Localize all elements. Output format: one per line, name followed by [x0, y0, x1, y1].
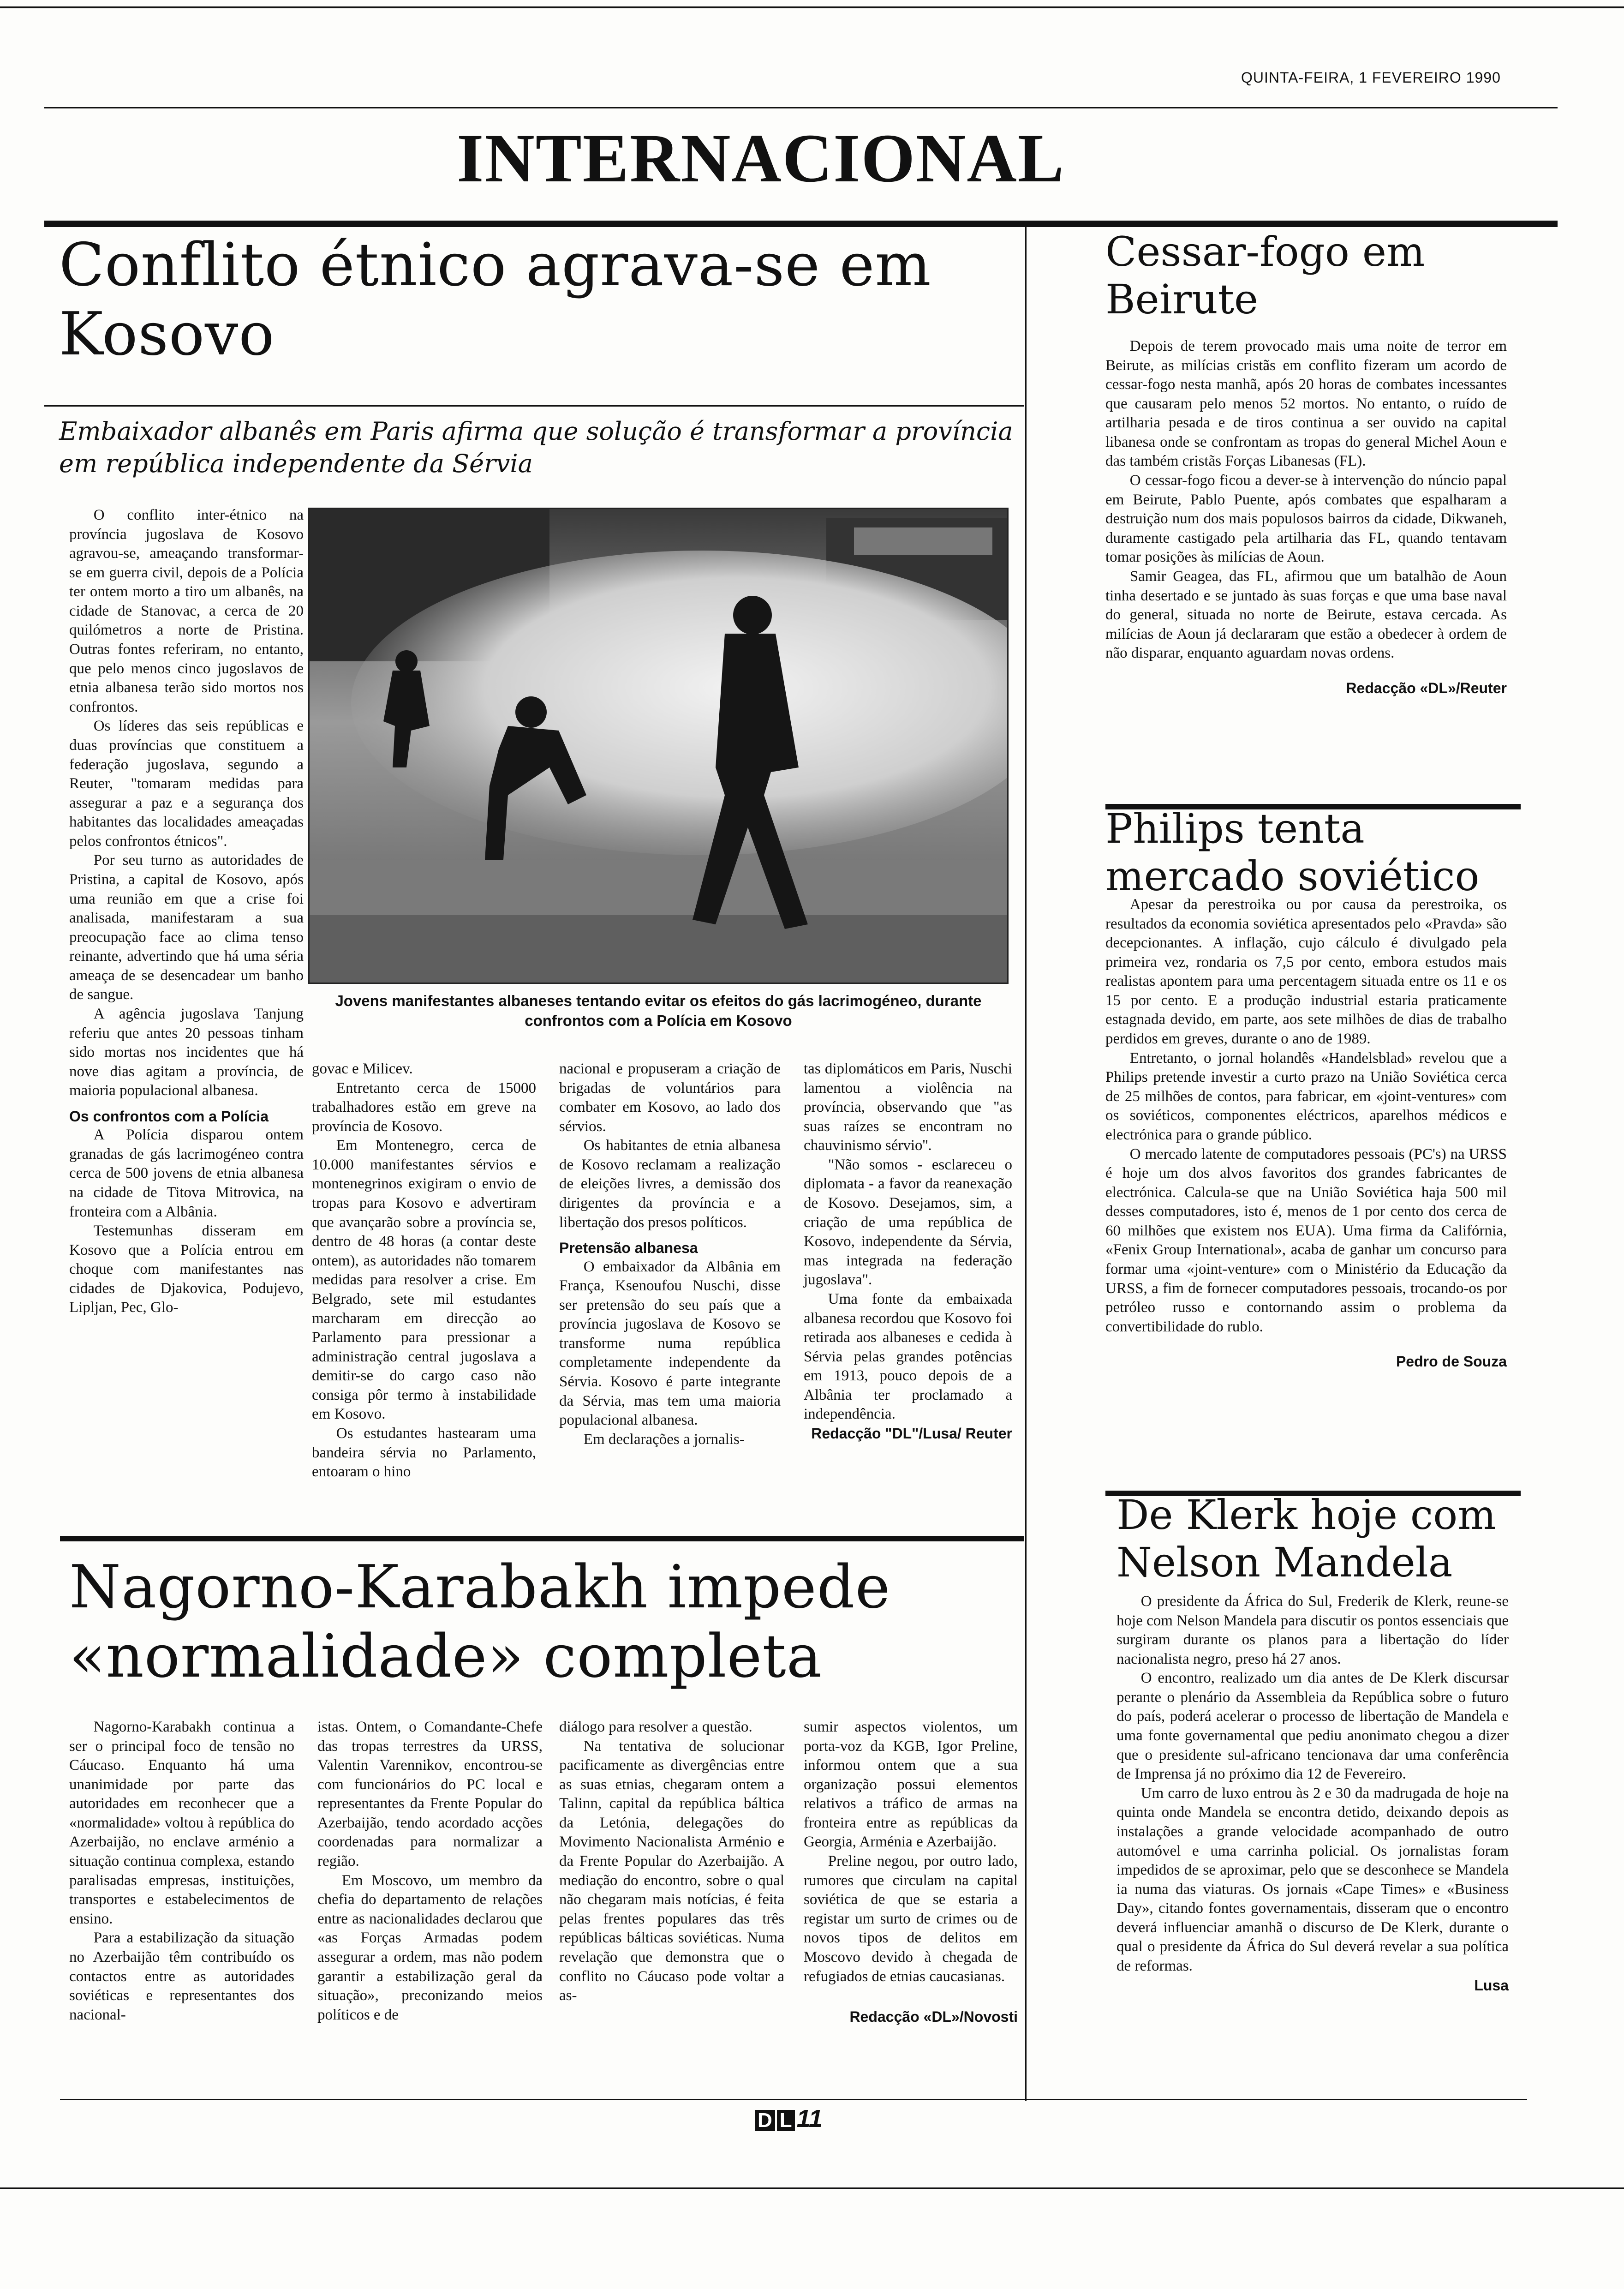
kosovo-paragraph: O conflito inter-étnico na província jugoslava de Kosovo agravou-se, ameaçando transformar-se em guerra civil, depois de a Polícia ter ontem morto a tiro um albanês, na cidade de Stanovac, a cerca de 20 quilómetros a norte de Pristina. Outras fontes referiram, no entanto, que pelo menos cinco jugoslavos de etnia albanesa terão sido mortos nos confrontos. [69, 507, 304, 715]
karabakh-paragraph: Em Moscovo, um membro da chefia do departamento de relações entre as nacionalidades declarou que «as Forças Armadas podem assegurar a ordem, mas não podem garantir a estabilização geral da situação», preconizando meios políticos e de [317, 1872, 543, 2023]
kosovo-paragraph: Uma fonte da embaixada albanesa recordou que Kosovo foi retirada aos albaneses e cedida à Sérvia pelas grandes potências em 1913, pouco depois de a Albânia ter proclamado a independência. [804, 1290, 1012, 1423]
newspaper-logo-l: L [777, 2110, 795, 2131]
page-number: 11 [796, 2105, 823, 2133]
top-border [0, 6, 1624, 8]
karabakh-paragraph: diálogo para resolver a questão. [559, 1719, 752, 1735]
issue-date: QUINTA-FEIRA, 1 FEVEREIRO 1990 [1241, 69, 1501, 86]
footer-page-marker [755, 2104, 823, 2133]
beirute-headline: Cessar-fogo em Beirute [1105, 228, 1425, 323]
beirute-paragraph: Depois de terem provocado mais uma noite de terror em Beirute, as milícias cristãs em conflito fizeram um acordo de cessar-fogo nesta manhã, após 20 horas de combates incessantes que causaram pelo menos 52 mortos. No entanto, o ruído de artilharia pesada e de tiros continua a ser ouvido na capital libanesa onde se confrontam as tropas do general Michel Aoun e das também cristãs Forças Libanesas (FL). [1105, 338, 1507, 470]
beirute-paragraph: Samir Geagea, das FL, afirmou que um batalhão de Aoun tinha desertado e se juntado às suas forças e que uma base naval do general, situada no norte de Beirute, estava cercada. As milícias de Aoun já declararam que estão a obedecer à ordem de não disparar, enquanto aguardam novas ordens. [1105, 568, 1507, 662]
deklerk-credit: Lusa [1474, 1977, 1509, 1994]
karabakh-paragraph: Na tentativa de solucionar pacificamente as divergências entre as suas etnias, chegaram ontem a Talinn, capital da república báltica da Letónia, delegações do Movimento Nacionalista Arménio e da Frente Popular do Azerbaijão. A mediação do encontro, sobre o qual não chegaram mais notícias, é feita pelas frentes populares das três repúblicas bálticas soviéticas. Numa revelação que demonstra que o conflito no Cáucaso pode voltar a as- [559, 1738, 784, 2004]
philips-body [1105, 895, 1507, 1371]
philips-paragraph: Apesar da perestroika ou por causa da perestroika, os resultados da economia soviética apresentados pelo «Pravda» são decepcionantes. A inflação, cujo cálculo é divulgado pela primeira vez, rondaria os 7,5 por cento, embora estudos mais realistas apontem para uma percentagem situada entre os 11 e os 15 por cento. E a produção industrial estaria praticamente estagnada devido, em parte, aos sete milhões de dias de trabalho perdidos em greves, durante o ano de 1989. [1105, 896, 1507, 1048]
kosovo-paragraph: Os líderes das seis repúblicas e duas províncias que constituem a federação jugoslava, segundo a Reuter, "tomaram medidas para assegurar a paz e a segurança dos habitantes das localidades ameaçadas pelos confrontos étnicos". [69, 718, 304, 850]
kosovo-deck: Embaixador albanês em Paris afirma que solução é transformar a província em república independente da Sérvia [59, 417, 1013, 479]
beirute-body [1105, 337, 1507, 697]
section-title: INTERNACIONAL [457, 120, 1065, 197]
kosovo-paragraph: Em Montenegro, cerca de 10.000 manifestantes sérvios e montenegrinos exigiram o envio de tropas para Kosovo e advertiram que avançarão sobre a província se, dentro de 48 horas (a contar deste ontem), as autoridades não tomarem medidas para resolver a crise. Em Belgrado, sete mil estudantes marcharam em direcção ao Parlamento para pressionar a administração central jugoslava a demitir-se do cargo caso não consiga pôr termo à instabilidade em Kosovo. [312, 1137, 536, 1423]
karabakh-column-2 [317, 1718, 543, 2025]
protest-photo-illustration [310, 509, 1007, 983]
deklerk-paragraph: Um carro de luxo entrou às 2 e 30 da madrugada de hoje na quinta onde Mandela se encontra detido, deixando depois as instalações a grande velocidade acompanhado de outro automóvel e uma carrinha policial. Os jornalistas foram impedidos de se aproximar, pelo que se desconhece se Mandela ia numa das viaturas. Os jornais «Cape Times» e «Business Day», citando fontes governamentais, disseram que o encontro deverá influenciar amanhã o discurso de De Klerk, durante o qual o presidente da África do Sul deverá revelar a sua política de reformas. [1116, 1785, 1509, 1974]
kosovo-paragraph: Testemunhas disseram em Kosovo que a Polícia entrou em choque com manifestantes nas cidades de Djakovica, Podujevo, Lipljan, Pec, Glo- [69, 1222, 304, 1316]
kosovo-credit: Redacção "DL"/Lusa/ Reuter [811, 1425, 1012, 1442]
philips-credit: Pedro de Souza [1396, 1353, 1507, 1370]
protest-photo [308, 508, 1009, 984]
deklerk-headline: De Klerk hoje com Nelson Mandela [1116, 1491, 1496, 1586]
karabakh-paragraph: sumir aspectos violentos, um porta-voz da KGB, Igor Preline, informou ontem que a sua organização possui elementos relativos a tráfico de armas na fronteira entre as repúblicas da Georgia, Arménia e Azerbaijão. [804, 1719, 1018, 1851]
kosovo-subhead-albanian: Pretensão albanesa [559, 1240, 698, 1257]
kosovo-paragraph: O embaixador da Albânia em França, Ksenoufou Nuschi, disse ser pretensão do seu país que a província jugoslava de Kosovo se transforme numa república completamente independente da Sérvia. Kosovo é parte integrante da Sérvia, mas tem uma maioria populacional albanesa. [559, 1258, 781, 1429]
beirute-paragraph: O cessar-fogo ficou a dever-se à intervenção do núncio papal em Beirute, Pablo Puente, após combates que espalharam a destruição num dos mais populosos bairros da cidade, Dikwaneh, duramente castigado pela artilharia das FL, quando tentavam tomar posições às milícias de Aoun. [1105, 472, 1507, 566]
kosovo-paragraph: nacional e propuseram a criação de brigadas de voluntários para combater em Kosovo, ao lado dos sérvios. [559, 1061, 781, 1135]
kosovo-paragraph: Entretanto cerca de 15000 trabalhadores estão em greve na província de Kosovo. [312, 1079, 536, 1135]
kosovo-headline: Conflito étnico agrava-se em Kosovo [59, 231, 931, 369]
karabakh-paragraph: Nagorno-Karabakh continua a ser o principal foco de tensão no Cáucaso. Enquanto há uma unanimidade por parte das autoridades em reconhecer que a «normalidade» voltou à república do Azerbaijão, no enclave arménio a situação continua complexa, estando paralisadas empresas, instituições, transportes e estabelecimentos de ensino. [69, 1719, 294, 1927]
karabakh-paragraph: istas. Ontem, o Comandante-Chefe das tropas terrestres da URSS, Valentin Varennikov, encontrou-se com funcionários do PC local e representantes da Frente Popular do Azerbaijão, tendo acordado acções coordenadas para normalizar a região. [317, 1719, 543, 1870]
kosovo-paragraph: Os estudantes hastearam uma bandeira sérvia no Parlamento, entoaram o hino [312, 1425, 536, 1480]
kosovo-subhead-police: Os confrontos com a Polícia [69, 1108, 269, 1125]
karabakh-top-rule [60, 1536, 1024, 1541]
newspaper-logo-d: D [755, 2110, 775, 2131]
header-rule [44, 107, 1558, 108]
kosovo-paragraph: Em declarações a jornalis- [583, 1431, 745, 1448]
kosovo-paragraph: Por seu turno as autoridades de Pristina, a capital de Kosovo, após uma reunião em que a crise foi analisada, manifestaram a sua preocupação face ao clima tenso reinante, advertindo que há uma séria ameaça de se desencadear um banho de sangue. [69, 852, 304, 1003]
kosovo-paragraph: "Não somos - esclareceu o diplomata - a favor da reanexação de Kosovo. Desejamos, sim, a criação de uma república de Kosovo, independente da Sérvia, mas integrada na federação jugoslava". [804, 1156, 1012, 1288]
kosovo-column-3 [559, 1060, 781, 1449]
kosovo-paragraph: govac e Milicev. [312, 1061, 413, 1077]
karabakh-paragraph: Para a estabilização da situação no Azerbaijão têm contribuído os contactos entre as autoridades soviéticas e representantes dos nacional- [69, 1929, 294, 2023]
deklerk-paragraph: O encontro, realizado um dia antes de De Klerk discursar perante o plenário da Assembleia da República sobre o futuro do país, poderá acelerar o processo de libertação de Mandela e uma fonte governamental que pediu anonimato chegou a dizer que o presidente sul-africano tencionava dar uma conferência de Imprensa já no próximo dia 12 de Fevereiro. [1116, 1670, 1509, 1783]
karabakh-column-4 [804, 1718, 1018, 2026]
section-thick-rule [44, 221, 1558, 227]
kosovo-paragraph: Os habitantes de etnia albanesa de Kosovo reclamam a realização de eleições livres, a demissão dos dirigentes da província e a libertação dos presos políticos. [559, 1137, 781, 1231]
karabakh-credit: Redacção «DL»/Novosti [849, 2008, 1018, 2025]
kosovo-paragraph: tas diplomáticos em Paris, Nuschi lamentou a violência na província, observando que "as suas raízes se encontram no chauvinismo sérvio''. [804, 1061, 1012, 1154]
karabakh-paragraph: Preline negou, por outro lado, rumores que circulam na capital soviética de que se estaria a registar um surto de crimes ou de novos tipos de delitos em Moscovo devido à chegada de refugiados de etnias caucasianas. [804, 1853, 1018, 1985]
deklerk-paragraph: O presidente da África do Sul, Frederik de Klerk, reune-se hoje com Nelson Mandela para discutir os pontos essenciais que surgiram durante os planos para a libertação do líder nacionalista negro, preso há 27 anos. [1116, 1593, 1509, 1667]
column-divider [1025, 227, 1027, 2101]
beirute-credit: Redacção «DL»/Reuter [1346, 679, 1507, 696]
bottom-border [0, 2187, 1624, 2189]
philips-paragraph: O mercado latente de computadores pessoais (PC's) na URSS é hoje um dos alvos favoritos dos grandes fabricantes de electrónica. Calcula-se que na União Soviética haja 500 mil desses computadores, isto é, menos de 1 por cento dos cerca de 60 milhões que existem nos EUA). Uma firma da Califórnia, «Fenix Group International», acaba de ganhar um concurso para formar uma «joint-venture» com o Ministério da Educação da URSS, a fim de fornecer computadores pessoais, trocando-os por petróleo russo e contornando assim o problema da convertibilidade do rublo. [1105, 1145, 1507, 1335]
philips-paragraph: Entretanto, o jornal holandês «Handelsblad» revelou que a Philips pretende investir a curto prazo na União Soviética cerca de 25 milhões de contos, para fabricar, em «joint-ventures» com os soviéticos, componentes eléctricos, aparelhos médicos e electrónica para o grande público. [1105, 1049, 1507, 1143]
karabakh-column-3 [559, 1718, 784, 2006]
karabakh-headline: Nagorno-Karabakh impede «normalidade» completa [69, 1553, 891, 1691]
kosovo-paragraph: A Polícia disparou ontem granadas de gás lacrimogéneo contra cerca de 500 jovens de etnia albanesa na cidade de Titova Mitrovica, na fronteira com a Albânia. [69, 1127, 304, 1220]
kosovo-column-1 [69, 506, 304, 1318]
karabakh-column-1 [69, 1718, 294, 2025]
kosovo-headline-rule [44, 405, 1024, 407]
photo-caption: Jovens manifestantes albaneses tentando evitar os efeitos do gás lacrimogéneo, durante confrontos com a Polícia em Kosovo [335, 992, 982, 1029]
kosovo-column-2 [312, 1060, 536, 1482]
philips-headline: Philips tenta mercado soviético [1105, 805, 1480, 900]
deklerk-body [1116, 1592, 1509, 1995]
footer-rule [60, 2099, 1527, 2100]
kosovo-column-4 [804, 1060, 1012, 1443]
kosovo-paragraph: A agência jugoslava Tanjung referiu que antes 20 pessoas tinham sido mortas nos incidentes que há nove dias agitam a província, de maioria populacional albanesa. [69, 1006, 304, 1099]
